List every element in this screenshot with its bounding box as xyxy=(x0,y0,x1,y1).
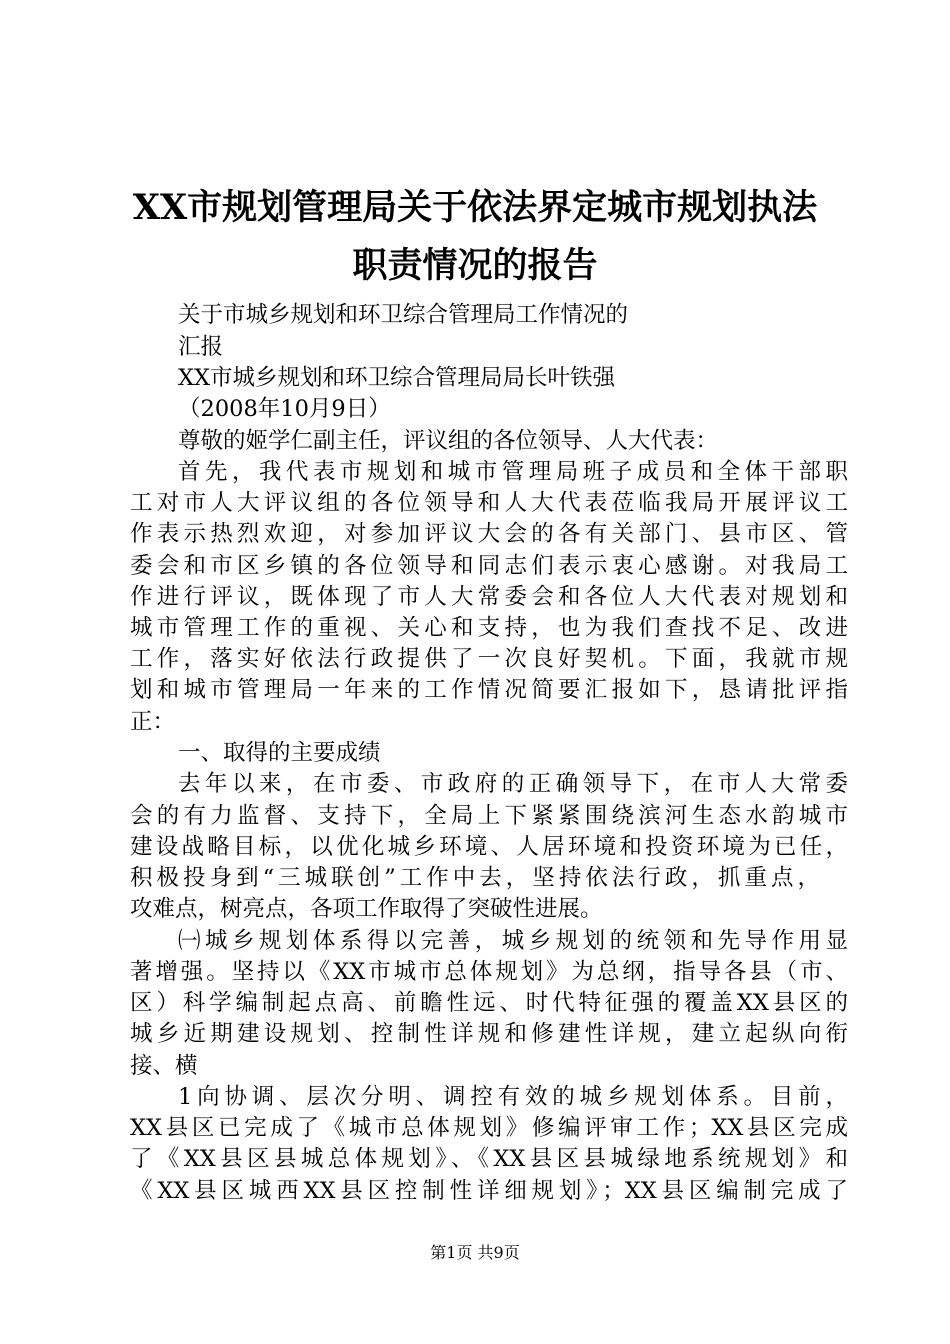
subtitle-line: 关于市城乡规划和环卫综合管理局工作情况的 xyxy=(178,302,629,328)
body-line: 攻难点，树亮点，各项工作取得了突破性进展。 xyxy=(130,896,603,922)
body-line: 首先，我代表市规划和城市管理局班子成员和全体干部职 xyxy=(178,459,848,485)
body-line: 1向协调、层次分明、调控有效的城乡规划体系。目前， xyxy=(178,1084,848,1110)
date-line: （2008年10月9日） xyxy=(178,396,391,422)
body-line: 正： xyxy=(130,709,176,735)
body-line: 建设战略目标，以优化城乡环境、人居环境和投资环境为已任， xyxy=(130,834,848,860)
body-line: 《XX县区城西XX县区控制性详细规划》；XX县区编制完成了 xyxy=(130,1178,848,1204)
body-line: XX县区已完成了《城市总体规划》修编评审工作；XX县区完成 xyxy=(130,1115,848,1141)
title-line-2: 职责情况的报告 xyxy=(352,245,598,286)
body-line: 工作，落实好依法行政提供了一次良好契机。下面，我就市规 xyxy=(130,646,848,672)
body-line: 委会和市区乡镇的各位领导和同志们表示衷心感谢。对我局工 xyxy=(130,553,848,579)
section-heading: 一、取得的主要成绩 xyxy=(178,740,381,766)
body-line: 城市管理工作的重视、关心和支持，也为我们查找不足、改进 xyxy=(130,615,848,641)
author-line: XX市城乡规划和环卫综合管理局局长叶铁强 xyxy=(178,365,616,391)
body-line: 作表示热烈欢迎，对参加评议大会的各有关部门、县市区、管 xyxy=(130,521,848,547)
subtitle-line: 汇报 xyxy=(178,334,224,360)
body-line: 积极投身到“三城联创”工作中去，坚持依法行政，抓重点， xyxy=(130,865,820,891)
body-line: 区）科学编制起点高、前瞻性远、时代特征强的覆盖XX县区的 xyxy=(130,990,848,1016)
body-line: 接、横 xyxy=(130,1053,198,1079)
body-line: 作进行评议，既体现了市人大常委会和各位人大代表对规划和 xyxy=(130,584,848,610)
body-line: ㈠城乡规划体系得以完善，城乡规划的统领和先导作用显 xyxy=(178,928,848,954)
body-line: 工对市人大评议组的各位领导和人大代表莅临我局开展评议工 xyxy=(130,490,848,516)
body-line: 去年以来，在市委、市政府的正确领导下，在市人大常委 xyxy=(178,771,848,797)
body-line: 划和城市管理局一年来的工作情况简要汇报如下，恳请批评指 xyxy=(130,677,848,703)
page-number-footer: 第1页 共9页 xyxy=(430,1243,520,1262)
salutation-line: 尊敬的姬学仁副主任，评议组的各位领导、人大代表： xyxy=(178,428,719,454)
body-line: 会的有力监督、支持下，全局上下紧紧围绕滨河生态水韵城市 xyxy=(130,803,848,829)
body-line: 城乡近期建设规划、控制性详规和修建性详规，建立起纵向衔 xyxy=(130,1021,848,1047)
title-line-1: XX市规划管理局关于依法界定城市规划执法 xyxy=(132,187,818,228)
body-line: 了《XX县区县城总体规划》、《XX县区县城绿地系统规划》和 xyxy=(130,1146,848,1172)
body-line: 著增强。坚持以《XX市城市总体规划》为总纲，指导各县（市、 xyxy=(130,959,848,985)
